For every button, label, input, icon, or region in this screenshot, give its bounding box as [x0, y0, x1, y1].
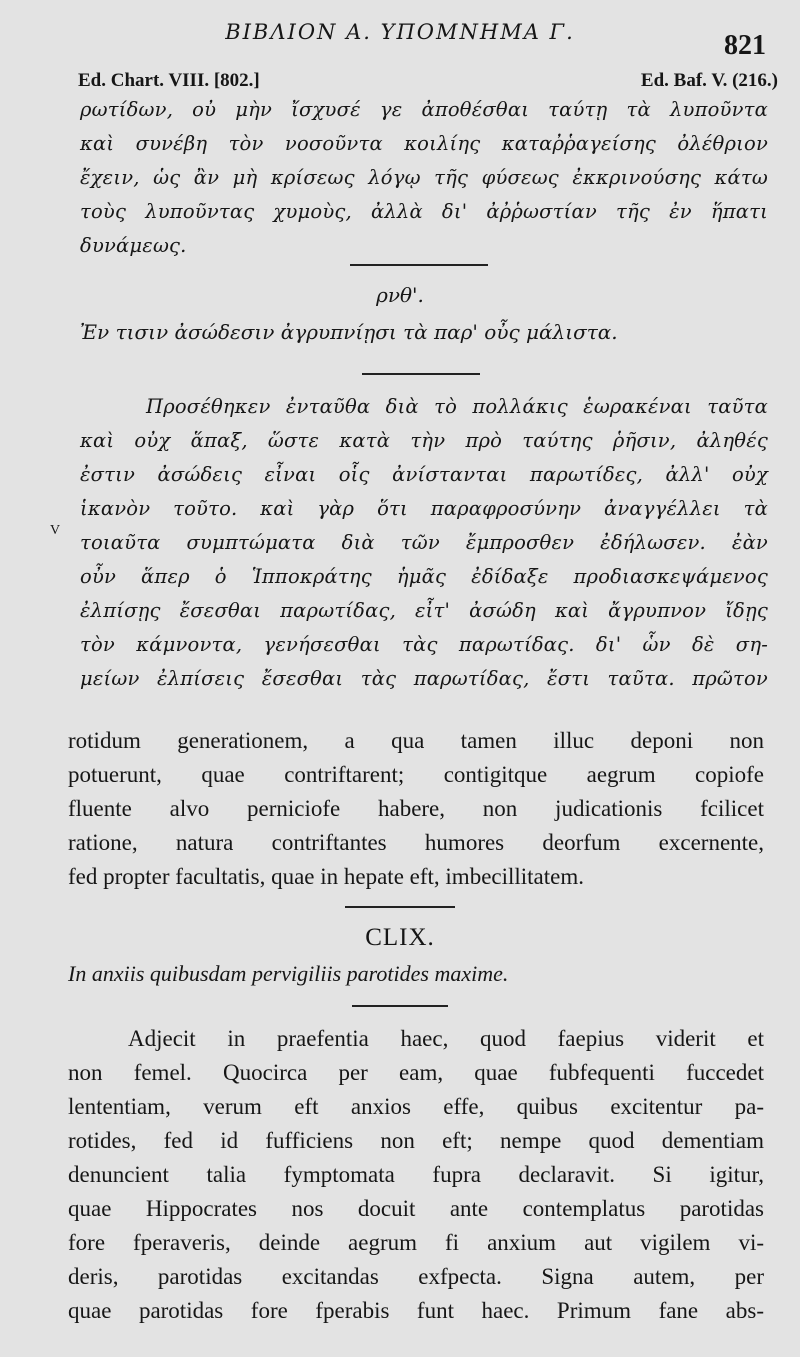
latin-line: deris, parotidas excitandas exfpecta. Signa autem, per [68, 1264, 764, 1289]
greek-line: τοιαῦτα συμπτώματα διὰ τῶν ἔμπροσθεν ἐδήλωσεν. ἐὰν [80, 531, 768, 554]
greek-line: ἐλπίσῃς ἔσεσθαι παρωτίδας, εἶτ' ἀσώδη καὶ ἄγρυπνον ἴδῃς [80, 599, 768, 622]
edition-references [78, 70, 778, 92]
greek-line: καὶ συνέβη τὸν νοσοῦντα κοιλίης καταῤῥαγείσης ὀλέθριον [80, 132, 768, 155]
greek-line: ρωτίδων, οὐ μὴν ἴσχυσέ γε ἀποθέσθαι ταύτῃ τὰ λυποῦντα [80, 98, 768, 121]
greek-line: μείων ἐλπίσεις ἔσεσθαι τὰς παρωτίδας, ἔστι ταῦτα. πρῶτον [80, 667, 768, 690]
edition-chartier: Ed. Chart. VIII. [802.] [78, 70, 260, 91]
latin-line: quae parotidas fore fperabis funt haec. Primum fane abs- [68, 1298, 764, 1323]
page-number: 821 [724, 30, 766, 61]
greek-line: ἐστιν ἀσώδεις εἶναι οἷς ἀνίστανται παρωτίδες, ἀλλ' οὐχ [80, 463, 768, 486]
section-rule [362, 373, 480, 375]
latin-line: rotidum generationem, a qua tamen illuc deponi non [68, 728, 764, 753]
latin-aphorism: In anxiis quibusdam pervigiliis parotides maxime. [68, 961, 509, 986]
latin-line: denuncient talia fymptomata fupra declaravit. Si igitur, [68, 1162, 764, 1187]
latin-line: Adjecit in praefentia haec, quod faepius viderit et [128, 1026, 764, 1051]
latin-line: fore fperaveris, deinde aegrum fi anxium aut vigilem vi- [68, 1230, 764, 1255]
running-head: ΒΙΒΛΙΟΝ Α. ΥΠΟΜΝΗΜΑ Γ. [225, 20, 575, 44]
margin-mark: V [50, 523, 61, 538]
edition-basel: Ed. Baf. V. (216.) [640, 70, 778, 91]
greek-aphorism: Ἐν τισιν ἀσώδεσιν ἀγρυπνίῃσι τὰ παρ' οὖς μάλιστα. [80, 320, 618, 344]
greek-commentary [80, 390, 768, 696]
section-rule [352, 1005, 448, 1007]
greek-line: δυνάμεως. [80, 234, 187, 257]
latin-line: lententiam, verum eft anxios effe, quibus excitentur pa- [68, 1094, 764, 1119]
latin-text-top [68, 724, 764, 894]
section-rule [350, 264, 488, 266]
latin-line: potuerunt, quae contriftarent; contigitque aegrum copiofe [68, 762, 764, 787]
latin-line: rotides, fed id fufficiens non eft; nempe quod dementiam [68, 1128, 764, 1153]
greek-line: Προσέθηκεν ἐνταῦθα διὰ τὸ πολλάκις ἑωρακέναι ταῦτα [146, 395, 768, 418]
greek-line: καὶ οὐχ ἅπαξ, ὥστε κατὰ τὴν πρὸ ταύτης ῥῆσιν, ἀληθές [80, 429, 768, 452]
latin-section-number: CLIX. [365, 924, 435, 951]
greek-line: ἔχειν, ὡς ἂν μὴ κρίσεως λόγῳ τῆς φύσεως ἐκκρινούσης κάτω [80, 166, 768, 189]
greek-line: τὸν κάμνοντα, γενήσεσθαι τὰς παρωτίδας. δι' ὧν δὲ ση- [80, 633, 768, 656]
latin-commentary [68, 1022, 764, 1328]
greek-line: ἱκανὸν τοῦτο. καὶ γὰρ ὅτι παραφροσύνην ἀναγγέλλει τὰ [80, 497, 768, 520]
section-rule [345, 906, 455, 908]
greek-line: οὖν ἅπερ ὁ Ἱπποκράτης ἡμᾶς ἐδίδαξε προδιασκεψάμενος [80, 565, 768, 588]
latin-line: non femel. Quocirca per eam, quae fubfequenti fuccedet [68, 1060, 764, 1085]
greek-line: τοὺς λυποῦντας χυμοὺς, ἀλλὰ δι' ἀῤῥωστίαν τῆς ἐν ἥπατι [80, 200, 768, 223]
latin-line: ratione, natura contriftantes humores deorfum excernente, [68, 830, 764, 855]
latin-line: fed propter facultatis, quae in hepate eft, imbecillitatem. [68, 864, 585, 889]
latin-line: fluente alvo perniciofe habere, non judicationis fcilicet [68, 796, 764, 821]
greek-text-top [80, 93, 768, 263]
greek-section-number: ρνθ'. [376, 283, 424, 307]
latin-line: quae Hippocrates nos docuit ante contemplatus parotidas [68, 1196, 764, 1221]
